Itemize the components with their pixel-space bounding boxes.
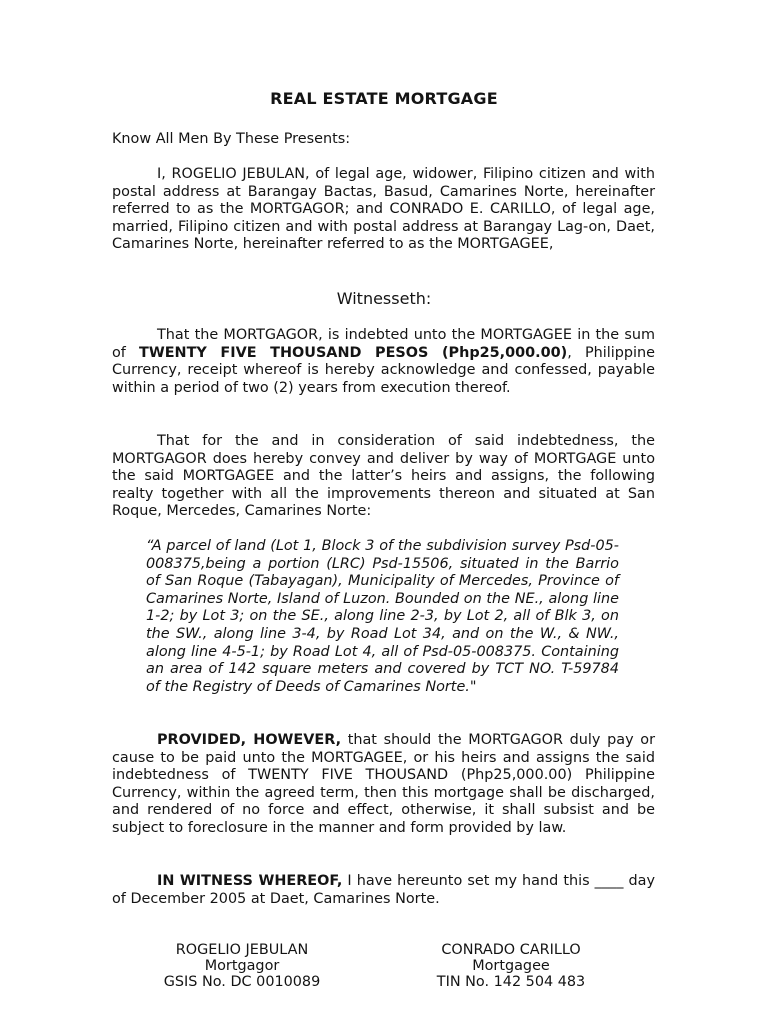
signature-block-mortgagee: [416, 942, 606, 990]
signature-block-mortgagor: [147, 942, 337, 990]
property-description-quote: “A parcel of land (Lot 1, Block 3 of the subdivision survey Psd-05-008375,being a portion (LRC) Psd-15506, situated in the Barrio of San Roque (Tabayagan), Municipality of Mercedes, Province of Camarines Norte, Island of Luzon. Bounded on the NE., along line 1-2; by Lot 3; on the SE., along line 2-3, by Lot 2, all of Blk 3, on the SW., along line 3-4, by Road Lot 34, and on the W., & NW., along line 4-5-1; by Road Lot 4, all of Psd-05-008375. Containing an area of 142 square meters and covered by TCT NO. T-59784 of the Registry of Deeds of Camarines Norte.": [146, 538, 619, 695]
provided-however-text: that should the MORTGAGOR duly pay or cause to be paid unto the MORTGAGEE, or his heirs and assigns the said indebtedness of TWENTY FIVE THOUSAND (Php25,000.00) Philippine Currency, within the agreed term, then this mortgage shall be discharged, and rendered of no force and effect, otherwise, it shall subsist and be subject to foreclosure in the manner and form provided by law.: [112, 732, 656, 836]
provided-however-lead: PROVIDED, HOWEVER,: [157, 732, 342, 748]
signatory-name: ROGELIO JEBULAN: [175, 942, 309, 958]
conveyance-paragraph: That for the and in consideration of said indebtedness, the MORTGAGOR does hereby convey and deliver by way of MORTGAGE unto the said MORTGAGEE and the latter’s heirs and assigns, the following realty together with all the improvements thereon and situated at San Roque, Mercedes, Camarines Norte:: [112, 433, 655, 520]
intro-paragraph: I, ROGELIO JEBULAN, of legal age, widower, Filipino citizen and with postal address at Barangay Bactas, Basud, Camarines Norte, hereinafter referred to as the MORTGAGOR; and CONRADO E. CARILLO, of legal age, married, Filipino citizen and with postal address at Barangay Lag-on, Daet, Camarines Norte, hereinafter referred to as the MORTGAGEE,: [112, 166, 655, 253]
witness-whereof-text: I have hereunto set my hand this ____ day of December 2005 at Daet, Camarines Norte.: [112, 873, 656, 907]
provided-however-paragraph: [112, 732, 655, 838]
indebtedness-paragraph: [112, 327, 655, 397]
witness-whereof-paragraph: [112, 873, 655, 908]
salutation: Know All Men By These Presents:: [112, 131, 351, 147]
signatory-role: Mortgagee: [472, 958, 550, 974]
indebtedness-text-after: , Philippine Currency, receipt whereof is hereby acknowledge and confessed, payable within a period of two (2) years from execution thereof.: [112, 344, 655, 396]
signatory-id: TIN No. 142 504 483: [436, 974, 586, 990]
indebtedness-amount: TWENTY FIVE THOUSAND PESOS (Php25,000.00): [139, 344, 568, 361]
signatory-role: Mortgagor: [204, 958, 280, 974]
signatory-id: GSIS No. DC 0010089: [163, 974, 321, 990]
signatory-name: CONRADO CARILLO: [441, 942, 581, 958]
witnesseth-heading: Witnesseth:: [336, 289, 432, 308]
indebtedness-text-before: That the MORTGAGOR, is indebted unto the MORTGAGEE in the sum of: [112, 327, 655, 361]
witness-whereof-lead: IN WITNESS WHEREOF,: [157, 873, 343, 889]
document-title: REAL ESTATE MORTGAGE: [270, 89, 498, 108]
